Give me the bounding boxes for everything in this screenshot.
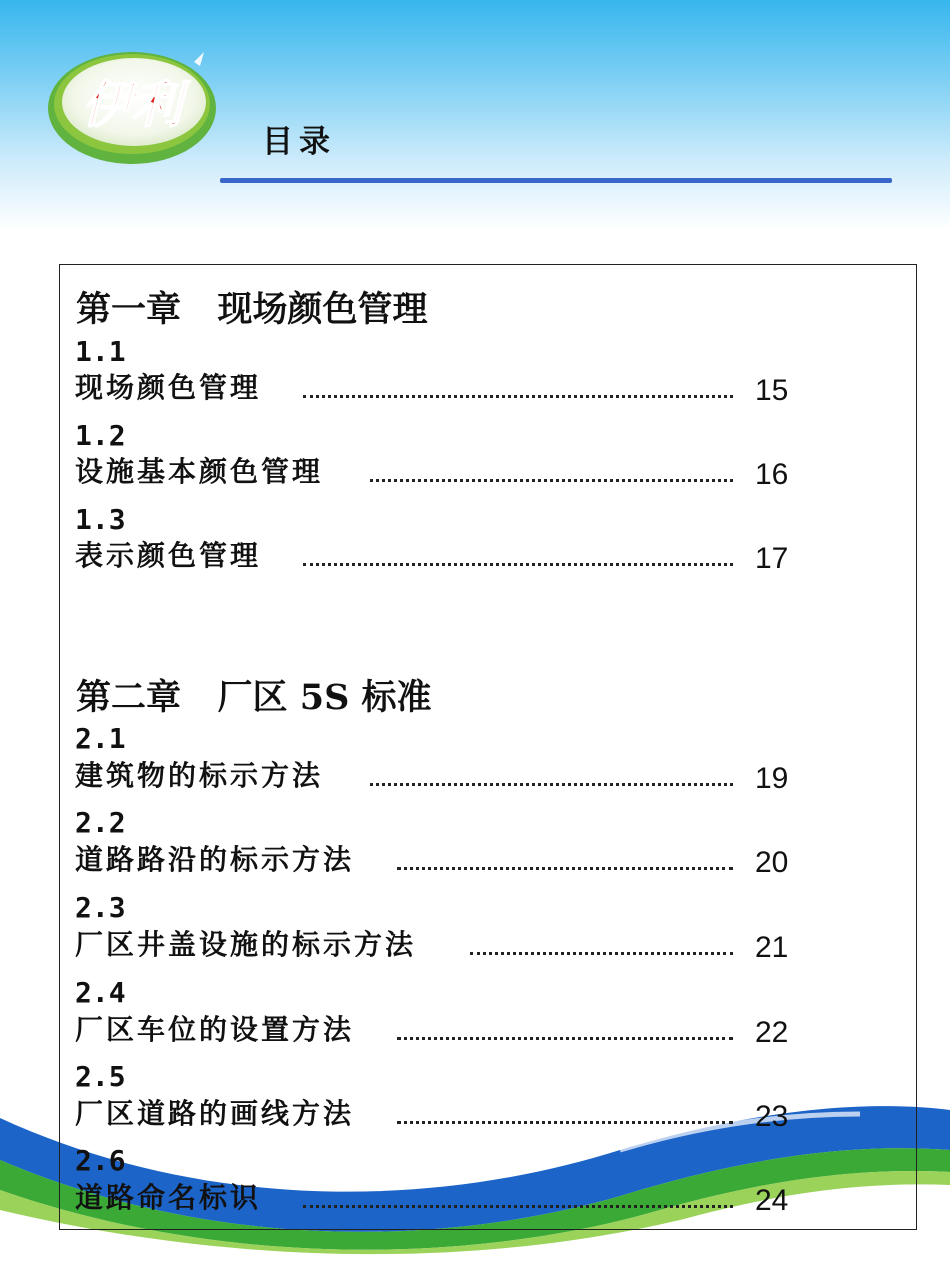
section-number: 2.1 xyxy=(75,722,126,755)
entry-title: 设施基本颜色管理 xyxy=(75,455,324,488)
page-number: 15 xyxy=(755,374,789,407)
toc-entry-2-4[interactable] xyxy=(75,1012,795,1052)
dot-leader xyxy=(470,952,733,955)
chapter-1-title: 第一章 现场颜色管理 xyxy=(76,289,428,330)
page-number: 21 xyxy=(755,931,789,964)
chapter-2-title: 第二章 厂区 5S 标准 xyxy=(76,677,432,718)
section-number: 1.2 xyxy=(75,419,126,452)
entry-title: 厂区道路的画线方法 xyxy=(75,1097,355,1130)
toc-entry-1-1[interactable] xyxy=(75,370,795,410)
section-number: 1.1 xyxy=(75,335,126,368)
section-number: 2.5 xyxy=(75,1060,126,1093)
page-number: 20 xyxy=(755,846,789,879)
dot-leader xyxy=(370,783,733,786)
section-number: 2.6 xyxy=(75,1144,126,1177)
entry-title: 表示颜色管理 xyxy=(75,539,262,572)
entry-title: 建筑物的标示方法 xyxy=(75,759,324,792)
toc-entry-2-1[interactable] xyxy=(75,758,795,798)
page-number: 23 xyxy=(755,1100,789,1133)
page-number: 24 xyxy=(755,1184,789,1217)
page-number: 16 xyxy=(755,458,789,491)
dot-leader xyxy=(370,479,733,482)
entry-title: 厂区井盖设施的标示方法 xyxy=(75,928,417,961)
toc-entry-2-6[interactable] xyxy=(75,1180,795,1220)
section-number: 2.3 xyxy=(75,891,126,924)
entry-title: 现场颜色管理 xyxy=(75,371,262,404)
dot-leader xyxy=(397,867,733,870)
toc-entry-1-3[interactable] xyxy=(75,538,795,578)
entry-title: 道路命名标识 xyxy=(75,1181,262,1214)
toc-entry-2-2[interactable] xyxy=(75,842,795,882)
toc-entry-2-3[interactable] xyxy=(75,927,795,967)
toc-entry-1-2[interactable] xyxy=(75,454,795,494)
header-rule xyxy=(220,178,892,183)
section-number: 2.4 xyxy=(75,976,126,1009)
page-number: 17 xyxy=(755,542,789,575)
yili-logo xyxy=(44,42,220,168)
section-number: 1.3 xyxy=(75,503,126,536)
dot-leader xyxy=(397,1037,733,1040)
toc-entry-2-5[interactable] xyxy=(75,1096,795,1136)
dot-leader xyxy=(397,1121,733,1124)
entry-title: 厂区车位的设置方法 xyxy=(75,1013,355,1046)
entry-title: 道路路沿的标示方法 xyxy=(75,843,355,876)
dot-leader xyxy=(303,395,733,398)
page-number: 19 xyxy=(755,762,789,795)
svg-text:伊利: 伊利 xyxy=(82,76,182,134)
section-number: 2.2 xyxy=(75,806,126,839)
toc-heading: 目录 xyxy=(262,124,336,160)
dot-leader xyxy=(303,1205,733,1208)
dot-leader xyxy=(303,563,733,566)
page-number: 22 xyxy=(755,1016,789,1049)
